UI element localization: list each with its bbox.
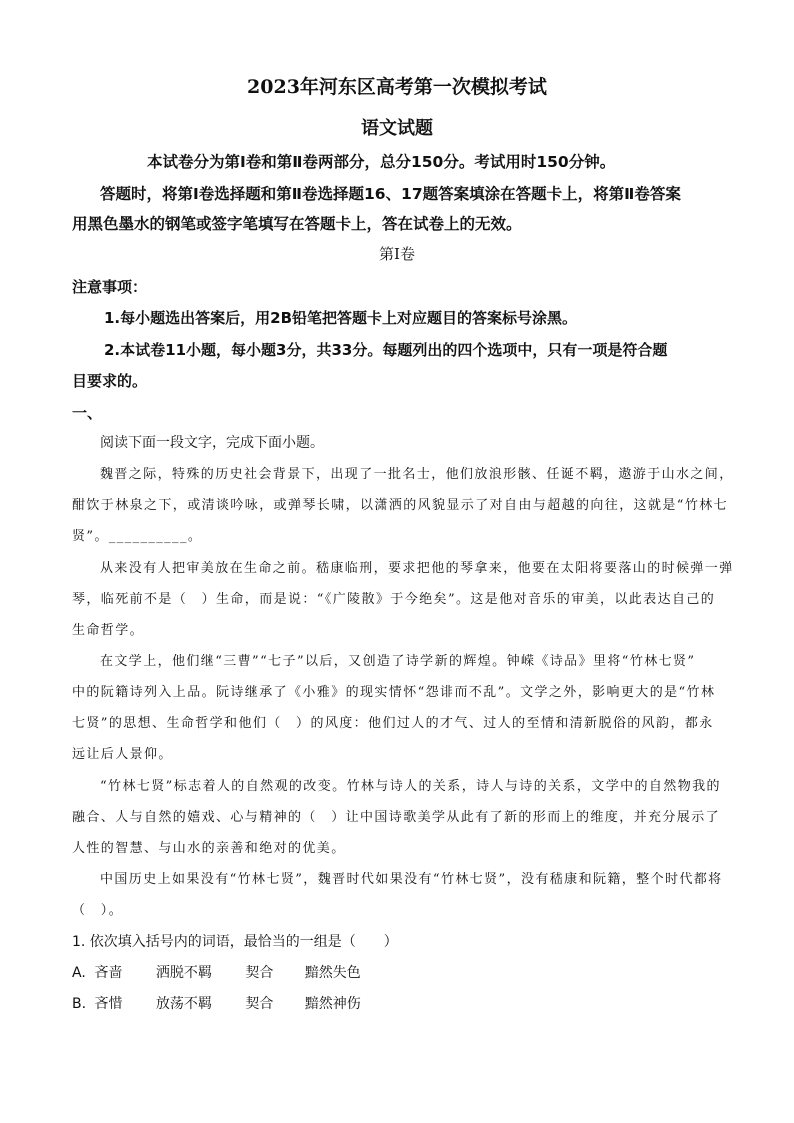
passage-line: 远让后人景仰。	[72, 747, 173, 762]
passage-line: 七贤”的思想、生命哲学和他们（ ）的风度：他们过人的才气、过人的至情和清新脱俗的风韵，都永	[72, 716, 714, 731]
passage-line: 在文学上，他们继“三曹”“七子”以后，又创造了诗学新的辉煌。钟嵘《诗品》里将“竹林七贤”	[100, 654, 696, 669]
option-word: 吝惜	[94, 996, 123, 1012]
passage-line: 琴，临死前不是（ ）生命，而是说：“《广陵散》于今绝矣”。这是他对音乐的审美，以此表达自己的	[72, 592, 716, 607]
notes-heading: 注意事项：	[72, 278, 148, 296]
notes-item-2: 2.本试卷11小题，每小题3分，共33分。每题列出的四个选项中，只有一项是符合题	[104, 341, 668, 359]
passage-line: 中国历史上如果没有“竹林七贤”，魏晋时代如果没有“竹林七贤”，没有嵇康和阮籍，整个时代都将	[100, 872, 723, 887]
option-word: 吝啬	[94, 965, 123, 981]
option-word: 契合	[245, 996, 274, 1012]
option-word: 黯然失色	[304, 965, 361, 981]
option-b[interactable]	[72, 993, 361, 1013]
passage-line: “竹林七贤”标志着人的自然观的改变。竹林与诗人的关系，诗人与诗的关系，文学中的自然物我的	[100, 779, 721, 794]
question-1-stem: 1. 依次填入括号内的词语，最恰当的一组是（ ）	[72, 934, 398, 950]
passage-line: 酣饮于林泉之下，或清谈吟咏，或弹琴长啸，以潇洒的风貌显示了对自由与超越的向往，这就是“竹林七	[72, 498, 729, 513]
passage-line: 人性的智慧、与山水的亲善和绝对的优美。	[72, 841, 346, 856]
option-a[interactable]	[72, 962, 361, 982]
intro-line-1: 本试卷分为第Ⅰ卷和第Ⅱ卷两部分，总分150分。考试用时150分钟。	[147, 153, 616, 171]
passage-line: 魏晋之际，特殊的历史社会背景下，出现了一批名士，他们放浪形骸、任诞不羁，遨游于山水之间，	[100, 467, 734, 482]
section-number: 一、	[72, 404, 103, 422]
intro-line-2: 答题时，将第Ⅰ卷选择题和第Ⅱ卷选择题16、17题答案填涂在答题卡上，将第Ⅱ卷答案	[100, 185, 681, 203]
option-word: 黯然神伤	[304, 996, 361, 1012]
passage-line: 中的阮籍诗列入上品。阮诗继承了《小雅》的现实情怀“怨诽而不乱”。文学之外，影响更大的是“竹林	[72, 685, 716, 700]
passage-line: 融合、人与自然的嬉戏、心与精神的（ ）让中国诗歌美学从此有了新的形而上的维度，并充分展示了	[72, 810, 721, 825]
notes-item-1: 1.每小题选出答案后，用2B铅笔把答题卡上对应题目的答案标号涂黑。	[104, 309, 578, 327]
option-word: 契合	[245, 965, 274, 981]
passage-line: 贤”。__________。	[72, 529, 203, 544]
passage-line: （ ）。	[72, 903, 124, 918]
part-heading: 第Ⅰ卷	[379, 245, 415, 263]
option-label: B.	[72, 996, 87, 1012]
option-word: 放荡不羁	[155, 996, 212, 1012]
passage-line: 生命哲学。	[72, 623, 145, 638]
notes-item-2-cont: 目要求的。	[72, 372, 148, 390]
option-word: 洒脱不羁	[155, 965, 212, 981]
exam-subtitle: 语文试题	[361, 118, 433, 139]
exam-title: 2023年河东区高考第一次模拟考试	[247, 76, 547, 98]
option-label: A.	[72, 965, 86, 981]
intro-line-3: 用黑色墨水的钢笔或签字笔填写在答题卡上，答在试卷上的无效。	[72, 215, 522, 233]
reading-instruction: 阅读下面一段文字，完成下面小题。	[100, 435, 324, 451]
passage-line: 从来没有人把审美放在生命之前。嵇康临刑，要求把他的琴拿来，他要在太阳将要落山的时候弹一弹	[100, 561, 734, 576]
